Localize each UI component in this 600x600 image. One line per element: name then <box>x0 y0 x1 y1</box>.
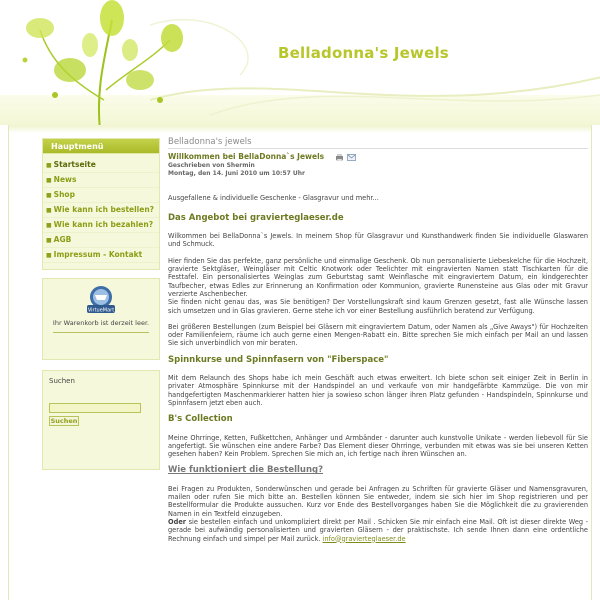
cart-badge-label: VirtueMart <box>87 307 115 314</box>
bullet-icon: ■ <box>46 237 52 244</box>
menu-item-agb[interactable] <box>43 233 159 248</box>
menu-link[interactable]: Wie kann ich bestellen? <box>53 205 155 214</box>
article-title: Willkommen bei BellaDonna`s Jewels <box>168 152 325 162</box>
menu-link[interactable]: Shop <box>53 190 75 199</box>
virtuemart-cart-icon[interactable] <box>83 285 119 315</box>
paragraph <box>168 518 588 543</box>
menu-link[interactable]: Startseite <box>53 160 96 169</box>
search-module <box>42 370 160 470</box>
bullet-icon: ■ <box>46 177 52 184</box>
section-heading: Spinnkurse und Spinnfasern von "Fiberspace" <box>168 354 389 365</box>
menu-link[interactable]: Impressum - Kontakt <box>53 250 143 259</box>
intro-text: Ausgefallene & individuelle Geschenke - Glasgravur und mehr... <box>168 193 379 202</box>
section-heading-link[interactable]: Wie funktioniert die Bestellung? <box>168 465 324 476</box>
emphasis-text: Oder <box>168 517 187 526</box>
paragraph: Sie finden nicht genau das, was Sie benötigen? Der Vorstellungskraft sind kaum Grenzen gesetzt, fast alle Wünsche lassen sich umsetzen und in Glas gravieren. Gerne stehe ich vor einer Bestellung ausführlich beratend zur Verfügung. <box>168 298 588 315</box>
email-link[interactable]: info@gravierteglaeser.de <box>322 534 406 543</box>
cart-module <box>42 278 160 360</box>
paragraph: Bei Fragen zu Produkten, Sonderwünschen und gerade bei Anfragen zu Schriften für gravierte Gläser und Namensgravuren, mailen oder rufen Sie mich bitte an. Bestellen können Sie entweder, indem sie sich hier im Shop registrieren und per Bestellformular die Produkte aussuchen. Kurz vor Ende des Bestellvorganges haben Sie die Möglichkeit die zu gravierenden Namen in ein Textfeld einzugeben. <box>168 484 588 518</box>
article-header <box>168 153 588 161</box>
section-heading: B's Collection <box>168 414 233 425</box>
paragraph-text: sie bestellen einfach und unkompliziert direkt per Mail . Schicken Sie mir einfach eine Mail. Oft ist dieser direkte Weg - gerade bei aufwändig personalisierten und gravierten Gläsern - der praktischste. Ich sende Ihnen dann eine ordentliche Rechnung einfach und simpel per Mail zurück. <box>168 517 588 543</box>
menu-link[interactable]: Wie kann ich bezahlen? <box>53 220 154 229</box>
menu-item-news[interactable] <box>43 173 159 188</box>
main-menu-module <box>42 138 160 270</box>
menu-item-bezahlen[interactable] <box>43 218 159 233</box>
paragraph: Bei größeren Bestellungen (zum Beispiel bei Gläsern mit eingraviertem Datum, oder Namen als „Give Aways") für Hochzeiten oder Familienfeiern, räume ich auch gerne einen Mengen-Rabatt ein. Bitte sprechen Sie mich einfach per Mail an und lassen Sie sich unverbindlich von mir beraten. <box>168 322 588 348</box>
menu-item-shop[interactable] <box>43 188 159 203</box>
bullet-icon: ■ <box>46 222 52 229</box>
search-label: Suchen <box>49 377 75 385</box>
search-button[interactable]: Suchen <box>50 417 78 425</box>
main-content <box>168 138 588 551</box>
search-input[interactable] <box>49 403 141 413</box>
email-icon[interactable] <box>347 154 356 161</box>
bullet-icon: ■ <box>46 162 52 169</box>
section-heading: Das Angebot bei gravierteglaeser.de <box>168 212 344 223</box>
bullet-icon: ■ <box>46 207 52 214</box>
article-date: Montag, den 14. Juni 2010 um 10:57 Uhr <box>168 169 305 177</box>
sidebar <box>42 138 160 478</box>
swirl-decoration <box>150 5 600 125</box>
paragraph-text: Hier finden Sie das perfekte, ganz persönliche und einmalige Geschenk. Ob nun personalisierte Liebeskelche für die Hochzeit, gravierte Sektgläser, Weingläser mit Celtic Knotwork oder Teelichter mit eingravierten Namen statt Tischkarten für die Festtafel. Ein personalisiertes Weinglas zum Geburtstag samt Weinflasche mit eingraviertem Datum, ein kindgerechter Taufbecher, etwas Edles zur Erinnerung an Konfirmation oder Kommunion, gravierte Runensteine aus Glas oder mit Gravur verzierte Aschenbecher. <box>168 256 588 298</box>
menu-item-impressum[interactable] <box>43 248 159 263</box>
bullet-icon: ■ <box>46 252 52 259</box>
frame-top-band <box>9 125 591 133</box>
site-header <box>0 0 600 125</box>
breadcrumb: Belladonna's jewels <box>168 137 252 147</box>
cart-status: Ihr Warenkorb ist derzeit leer. <box>52 319 150 327</box>
divider <box>168 148 588 149</box>
article-author: Geschrieben von Shermin <box>168 161 255 169</box>
paragraph: Wilkommen bei BellaDonna`s Jewels. In meinem Shop für Glasgravur und Kunsthandwerk finden Sie individuelle Glaswaren und Schmuck. <box>168 232 588 249</box>
divider <box>53 332 149 333</box>
floral-logo <box>0 0 200 125</box>
main-menu-title: Hauptmenü <box>43 139 159 154</box>
paragraph: Mit dem Relaunch des Shops habe ich mein Geschäft auch etwas erweitert. Ich biete schon seit einiger Zeit in Berlin in privater Atmosphäre Spinnkurse mit der Handspindel an und verkaufe von mir handgefärbte Kammzüge. Die von mir handgefertigten Maschenmarkierer hatten hier ja sowieso schon länger ihren Platz gefunden - Handspindeln, Spinnkurse und Spinnfasern jetzt eben auch. <box>168 374 588 407</box>
menu-item-startseite[interactable] <box>43 158 159 173</box>
site-title: Belladonna's Jewels <box>278 44 449 62</box>
print-icon[interactable] <box>335 154 344 161</box>
main-menu <box>43 154 159 269</box>
menu-link[interactable]: AGB <box>53 235 72 244</box>
paragraph: Meine Ohrringe, Ketten, Fußkettchen, Anhänger und Armbänder - darunter auch kunstvolle Unikate - werden liebevoll für Sie angefertigt. Sie wünschen eine andere Farbe? Das Element dieser Ohrringe, verbunden mit etwas was sie bei unseren Ketten gesehen haben? Kein Problem. Sprechen Sie mich an, ich fertige nach ihren Wünschen an. <box>168 433 588 459</box>
paragraph <box>168 257 588 298</box>
menu-item-bestellen[interactable] <box>43 203 159 218</box>
bullet-icon: ■ <box>46 192 52 199</box>
menu-link[interactable]: News <box>53 175 77 184</box>
